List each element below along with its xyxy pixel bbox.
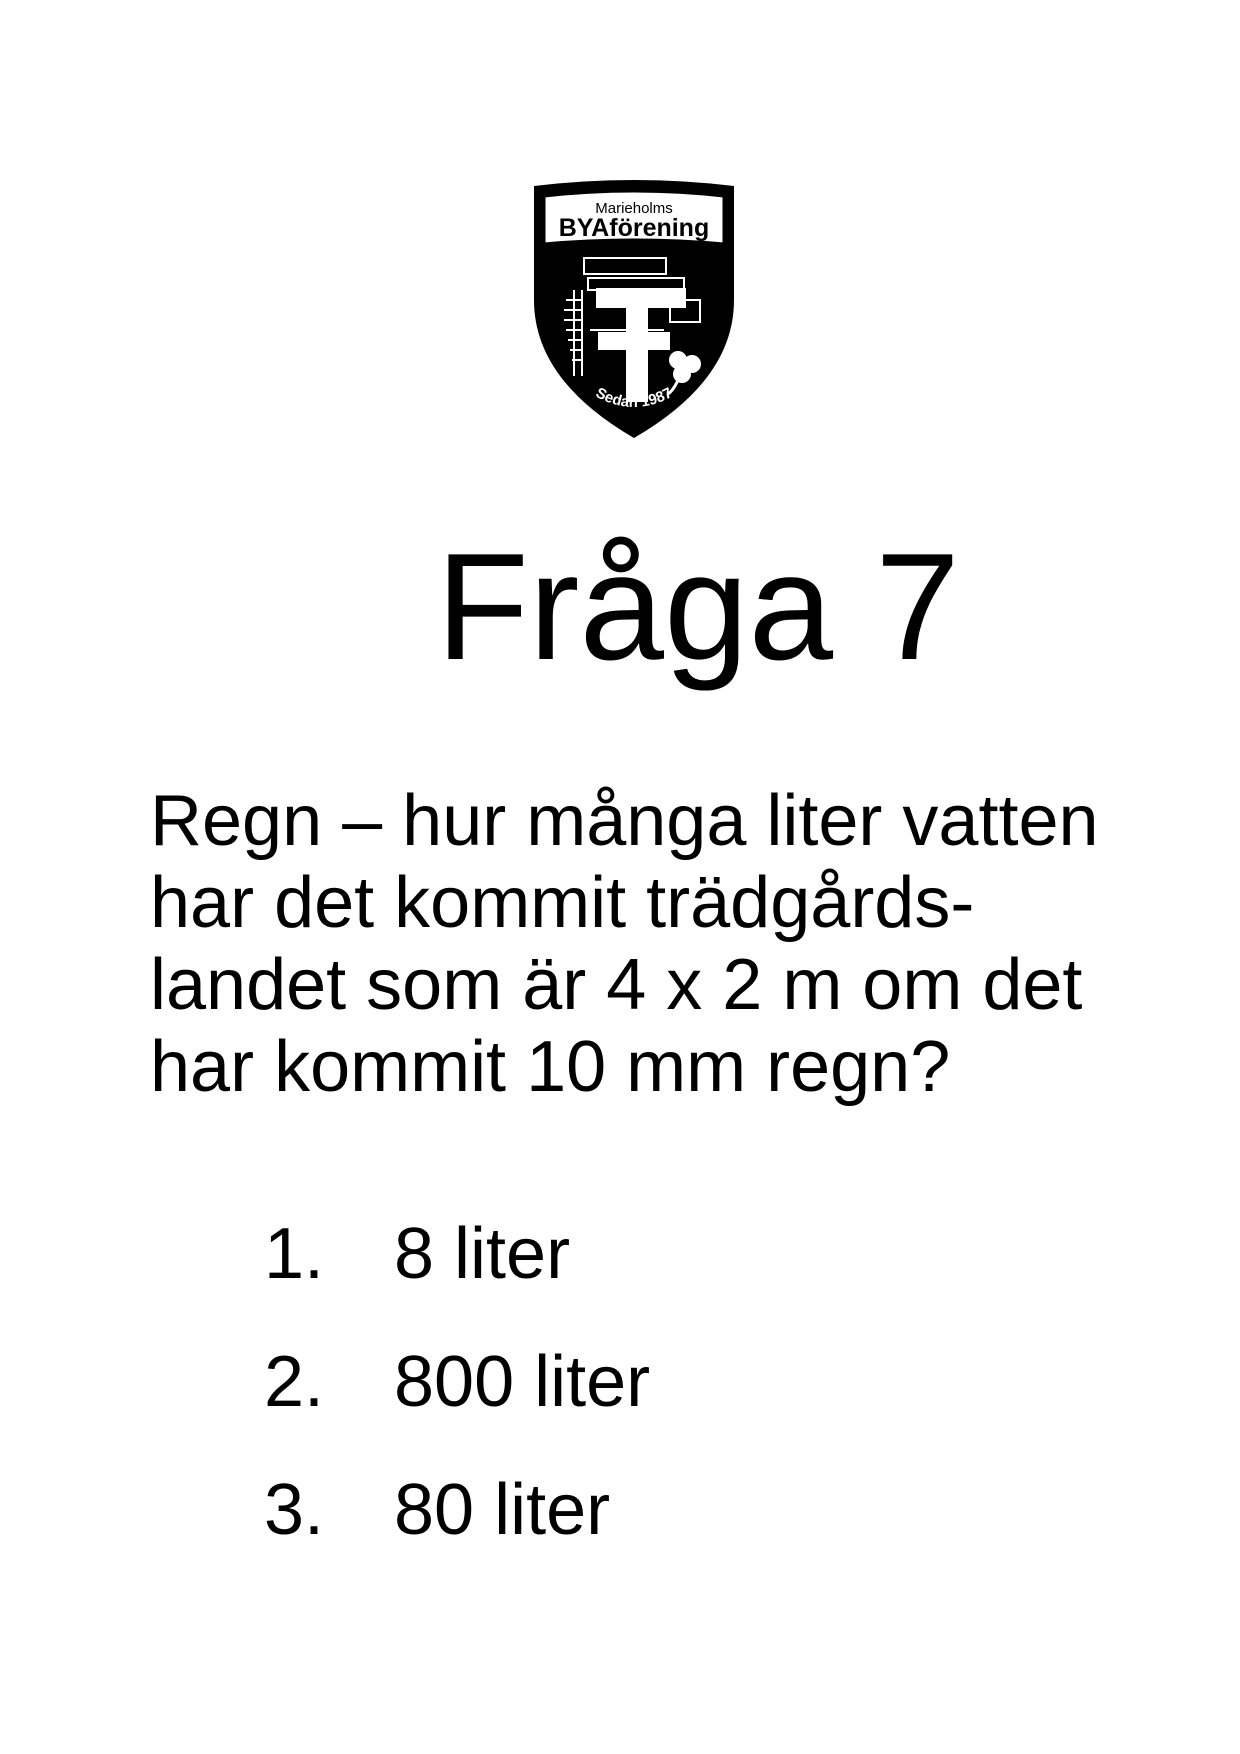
question-line: har det kommit trädgårds- [150,863,975,943]
logo-main-text: BYAförening [558,214,710,242]
answer-text: 80 liter [394,1470,611,1550]
association-logo [528,180,740,442]
question-line: Regn – hur många liter vatten [150,781,1099,861]
question-line: landet som är 4 x 2 m om det [150,945,1083,1025]
logo-top-text: Marieholms [595,200,673,217]
answer-text: 800 liter [394,1342,651,1422]
answer-option-3 [150,1446,1050,1574]
answer-text: 8 liter [394,1214,571,1294]
answer-number: 1. [263,1214,324,1294]
question-text [150,780,1190,1108]
answer-option-2 [150,1318,1050,1446]
page-title: Fråga 7 [436,522,960,692]
question-line: har kommit 10 mm regn? [150,1027,951,1107]
shield-emblem [528,180,740,442]
logo-bottom-text: Sedan 1987 [592,384,676,412]
answer-number: 3. [263,1470,324,1550]
answer-option-1 [150,1190,1050,1318]
answer-list [150,1190,1050,1574]
answer-number: 2. [263,1342,324,1422]
